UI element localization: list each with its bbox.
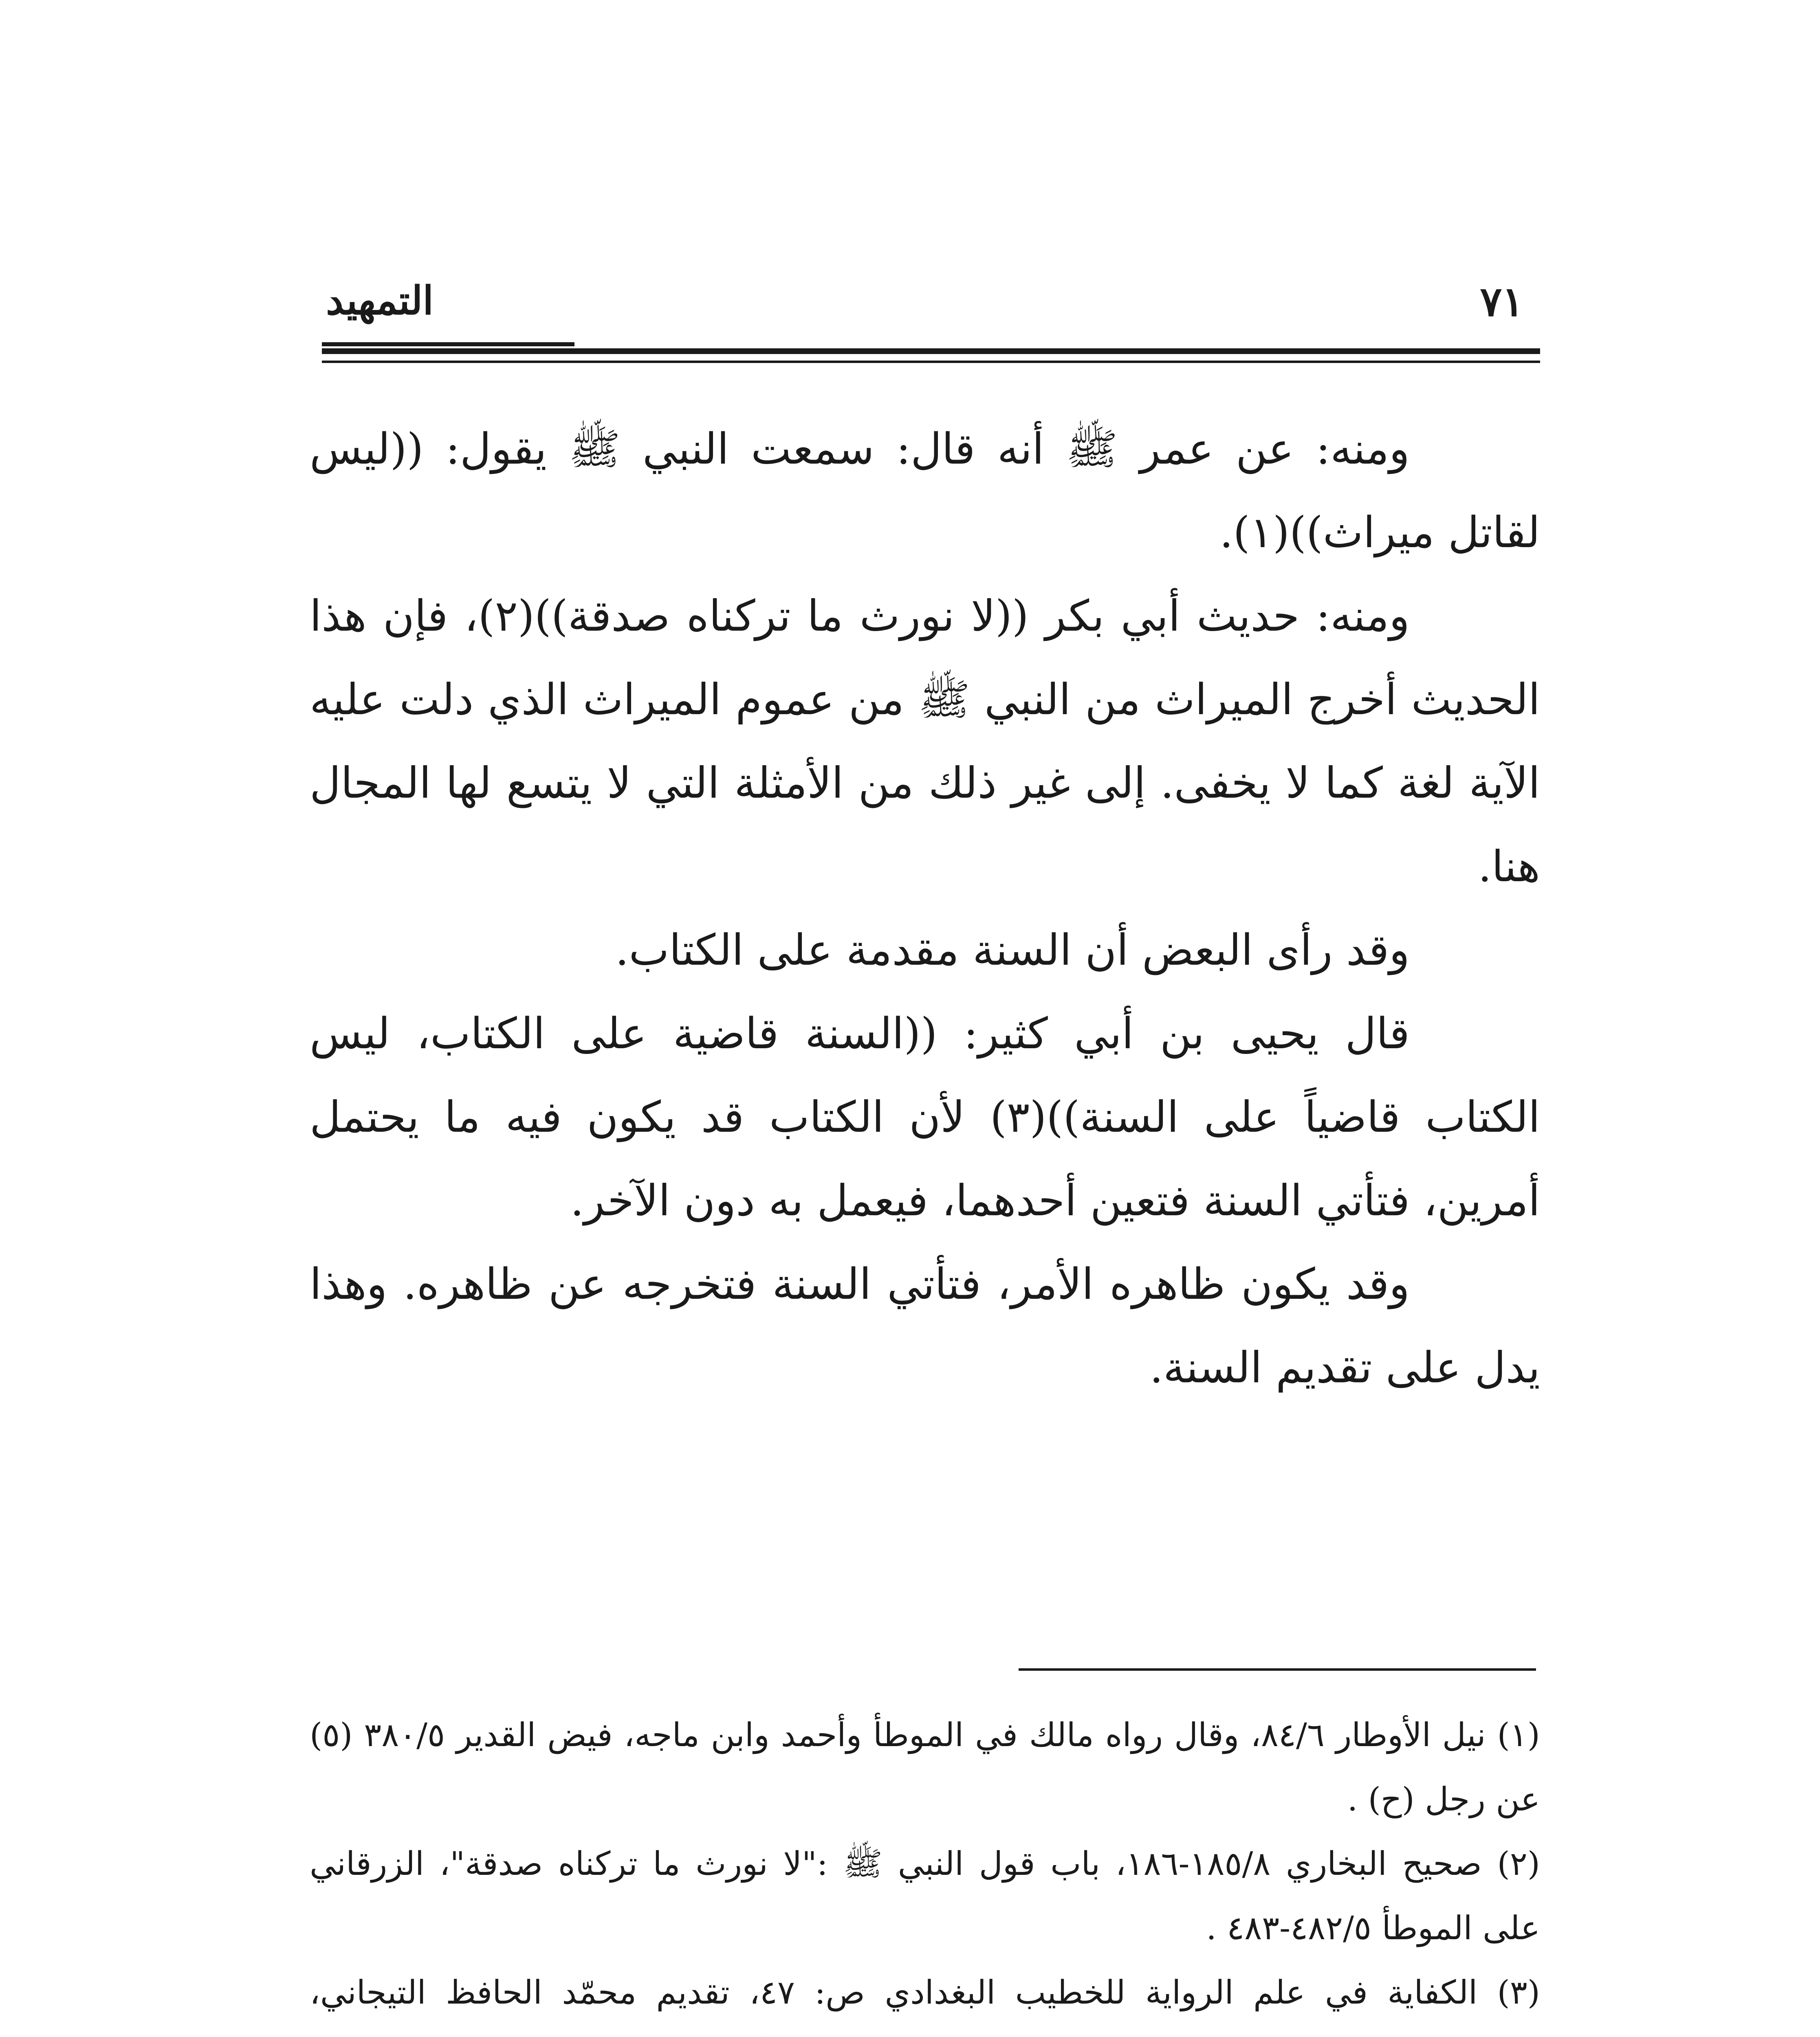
main-text xyxy=(310,407,1540,1410)
footnote-2: (٢) صحيح البخاري ١٨٥/٨-١٨٦، باب قول النبي ﷺ :"لا نورث ما تركناه صدقة"، الزرقاني على الموطأ ٤٨٢/٥-٤٨٣ . xyxy=(310,1845,1541,1947)
header-rule-thin xyxy=(322,361,1540,363)
paragraph: قال يحيى بن أبي كثير: ((السنة قاضية على الكتاب، ليس الكتاب قاضياً على السنة))(٣) لأن الكتاب قد يكون فيه ما يحتمل أمرين، فتأتي السنة فتعين أحدهما، فيعمل به دون الآخر. xyxy=(310,1009,1540,1225)
footnote-1: (١) نيل الأوطار ٨٤/٦، وقال رواه مالك في الموطأ وأحمد وابن ماجه، فيض القدير ٣٨٠/٥ (٥) عن رجل (ح) . xyxy=(310,1716,1541,1818)
footnotes xyxy=(310,1703,1540,2037)
footnote-separator xyxy=(1019,1668,1536,1671)
running-title: التمهيد xyxy=(326,277,434,323)
running-header xyxy=(322,261,1540,342)
footnote-3: (٣) الكفاية في علم الرواية للخطيب البغدادي ص: ٤٧، تقديم محمّد الحافظ التيجاني، xyxy=(310,1973,1540,2011)
page-number: ٧١ xyxy=(1480,277,1524,326)
header-rule-thick xyxy=(322,348,1540,354)
paragraph: وقد رأى البعض أن السنة مقدمة على الكتاب. xyxy=(615,925,1410,975)
paragraph: ومنه: عن عمر ﷺ أنه قال: سمعت النبي ﷺ يقول: ((ليس لقاتل ميراث))(١). xyxy=(310,424,1540,557)
paragraph: ومنه: حديث أبي بكر ((لا نورث ما تركناه صدقة))(٢)، فإن هذا الحديث أخرج الميراث من النبي ﷺ من عموم الميراث الذي دلت عليه الآية لغة كما لا يخفى. إلى غير ذلك من الأمثلة التي لا يتسع لها المجال هنا. xyxy=(310,591,1540,891)
running-title-underline xyxy=(322,342,574,346)
paragraph: وقد يكون ظاهره الأمر، فتأتي السنة فتخرجه عن ظاهره. وهذا يدل على تقديم السنة. xyxy=(310,1259,1540,1392)
